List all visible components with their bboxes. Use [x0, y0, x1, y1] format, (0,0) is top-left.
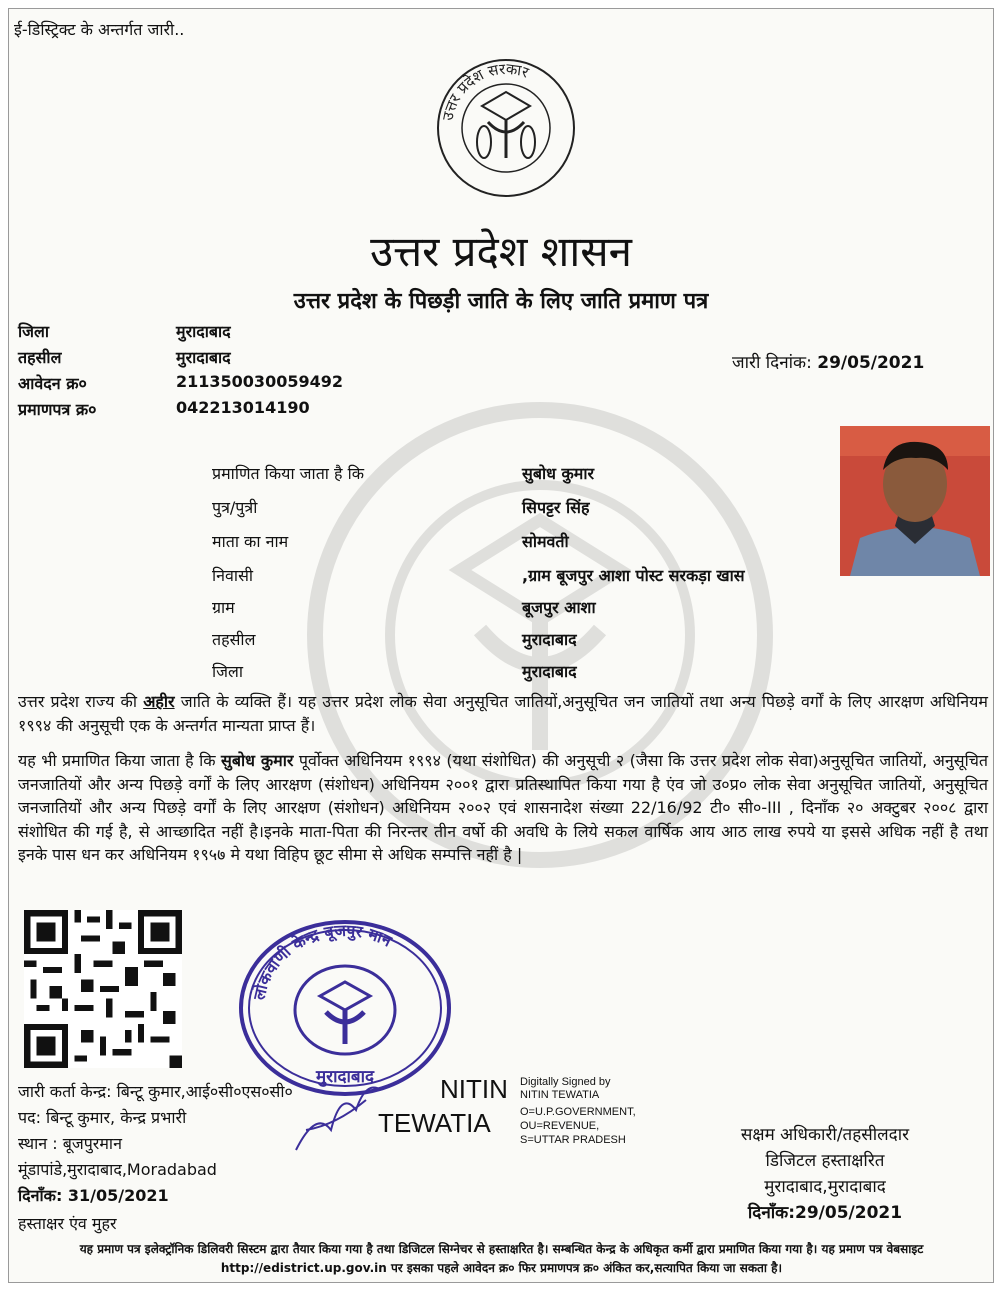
mother-name: सोमवती	[522, 532, 569, 551]
ds-detail-5: S=UTTAR PRADESH	[520, 1134, 626, 1146]
para2-name: सुबोध कुमार	[221, 751, 294, 770]
footer-note: यह प्रमाण पत्र इलेक्ट्रॉनिक डिलिवरी सिस्टम द्वारा तैयार किया गया है तथा डिजिटल सिग्नेचर से हस्ताक्षरित है। सम्बन्धित केन्द्र के अधिकृत कर्मी द्वारा प्रमाणित किया गया है। यह प्रमाण पत्र वेबसाइट http://edistrict.up.gov.in पर इसका पहले आवेदन क्र० फिर प्रमाणपत्र क्र० अंकित कर,सत्यापित किया जा सकता है।	[79, 1242, 924, 1275]
issuer-post: पद: बिन्टू कुमार, केन्द्र प्रभारी	[18, 1108, 187, 1127]
issue-date	[732, 350, 924, 373]
issuer-place: स्थान : बूजपुरमान	[18, 1134, 122, 1153]
caste-paragraph	[18, 690, 988, 737]
issue-date-value: 29/05/2021	[817, 353, 925, 373]
ds-detail-3: O=U.P.GOVERNMENT,	[520, 1106, 636, 1118]
detail-district-label: जिला	[212, 662, 244, 681]
authority-date: दिनाँक:29/05/2021	[747, 1203, 903, 1223]
certificate-number-label: प्रमाणपत्र क्र०	[18, 400, 97, 419]
seal-bottom-text: मुरादाबाद	[315, 1067, 375, 1087]
ds-detail-2: NITIN TEWATIA	[520, 1089, 600, 1101]
para1-text-a: उत्तर प्रदेश राज्य की	[18, 692, 144, 711]
handwritten-signature	[286, 1070, 386, 1160]
ds-detail-4: OU=REVENUE,	[520, 1120, 600, 1132]
authority-title: सक्षम अधिकारी/तहसीलदार	[740, 1125, 910, 1145]
issuer-date: दिनाँक: 31/05/2021	[18, 1186, 169, 1205]
issue-date-label: जारी दिनांक:	[732, 353, 812, 373]
district-value: मुरादाबाद	[176, 322, 231, 341]
district-label: जिला	[18, 322, 50, 341]
application-number-label: आवेदन क्र०	[18, 374, 87, 393]
parent-name: सिपट्टर सिंह	[522, 498, 590, 517]
ds-detail-1: Digitally Signed by	[520, 1076, 611, 1088]
parent-label: पुत्र/पुत्री	[212, 498, 258, 517]
authority-place: मुरादाबाद,मुरादाबाद	[764, 1177, 886, 1197]
para2-text-a: यह भी प्रमाणित किया जाता है कि	[18, 751, 221, 770]
village-label: ग्राम	[212, 598, 235, 617]
tehsil-value: मुरादाबाद	[176, 348, 231, 367]
signature-and-seal-label: हस्ताक्षर एंव मुहर	[18, 1214, 117, 1233]
certified-label: प्रमाणित किया जाता है कि	[212, 464, 365, 483]
resident-label: निवासी	[212, 566, 254, 585]
para2-text-b: पूर्वोक्त अधिनियम १९९४ (यथा संशोधित) की अनुसूची २ (जैसा कि उत्तर प्रदेश लोक सेवा)अनुसूचित जातियों, अनुसूचित जनजातियों और अन्य पिछड़े वर्गों के लिए आरक्षण (संशोधन) अधिनियम २००१ द्वारा प्रतिस्थापित किया गया है एंव जो उ०प्र० लोक सेवा अनुसूचित जातियों, अनुसूचित जनजातियों और अन्य पिछड़े वर्गों के लिए आरक्षण (संशोधन) अधिनियम २००२ एवं शासनादेश संख्या 22/16/92 टी० सी०-III , दिनाँक २० अक्टुबर २००८ द्वारा संशोधित की गई है, से आच्छादित नहीं है।इनके माता-पिता की निरन्तर तीन वर्षो की अवधि के लिये सकल वार्षिक आय आठ लाख रुपये या इससे अधिक नहीं है तथा इनके पास धन कर अधिनियम १९५७ मे यथा विहिप छूट सीमा से अधिक सम्पत्ति नहीं है |	[18, 751, 988, 864]
detail-district-value: मुरादाबाद	[522, 662, 577, 681]
certificate-title: उत्तर प्रदेश के पिछड़ी जाति के लिए जाति प्रमाण पत्र	[293, 289, 709, 314]
up-emblem-logo	[432, 58, 580, 198]
emblem-ring-text: उत्तर प्रदेश सरकार	[438, 59, 531, 123]
mother-label: माता का नाम	[212, 532, 289, 551]
certificate-number-value: 042213014190	[176, 398, 310, 417]
application-number-value: 211350030059492	[176, 372, 343, 391]
svg-text:लोकवाणी केन्द्र बूजपुर मान	[249, 921, 396, 1003]
applicant-photo	[840, 426, 990, 576]
government-title: उत्तर प्रदेश शासन	[370, 227, 632, 276]
certification-paragraph	[18, 749, 988, 867]
detail-tehsil-label: तहसील	[212, 630, 256, 649]
issuer-centre: जारी कर्ता केन्द्र: बिन्टू कुमार,आई०सी०एस०सी०	[18, 1082, 293, 1101]
issuer-place-2: मूंडापांडे,मुरादाबाद,Moradabad	[18, 1160, 217, 1179]
signer-name-line1: NITIN	[440, 1074, 508, 1104]
edistrict-note: ई-डिस्ट्रिक्ट के अन्तर्गत जारी..	[14, 20, 185, 39]
qr-code	[24, 910, 182, 1068]
village-value: बूजपुर आशा	[522, 598, 596, 617]
authority-digital: डिजिटल हस्ताक्षरित	[765, 1151, 885, 1171]
seal-ring-text: लोकवाणी केन्द्र बूजपुर मान	[249, 920, 395, 1002]
signer-name-line2: TEWATIA	[378, 1108, 491, 1138]
certified-name: सुबोध कुमार	[522, 464, 595, 483]
resident-address: ,ग्राम बूजपुर आशा पोस्ट सरकड़ा खास	[522, 566, 745, 585]
para1-text-b: जाति के व्यक्ति हैं। यह उत्तर प्रदेश लोक सेवा अनुसूचित जातियों,अनुसूचित जन जातियों तथा अन्य पिछड़े वर्गों के लिए आरक्षण अधिनियम १९९४ की अनुसूची एक के अन्तर्गत मान्यता प्राप्त हैं।	[18, 692, 988, 735]
tehsil-label: तहसील	[18, 348, 62, 367]
detail-tehsil-value: मुरादाबाद	[522, 630, 577, 649]
caste-name: अहीर	[143, 692, 175, 711]
